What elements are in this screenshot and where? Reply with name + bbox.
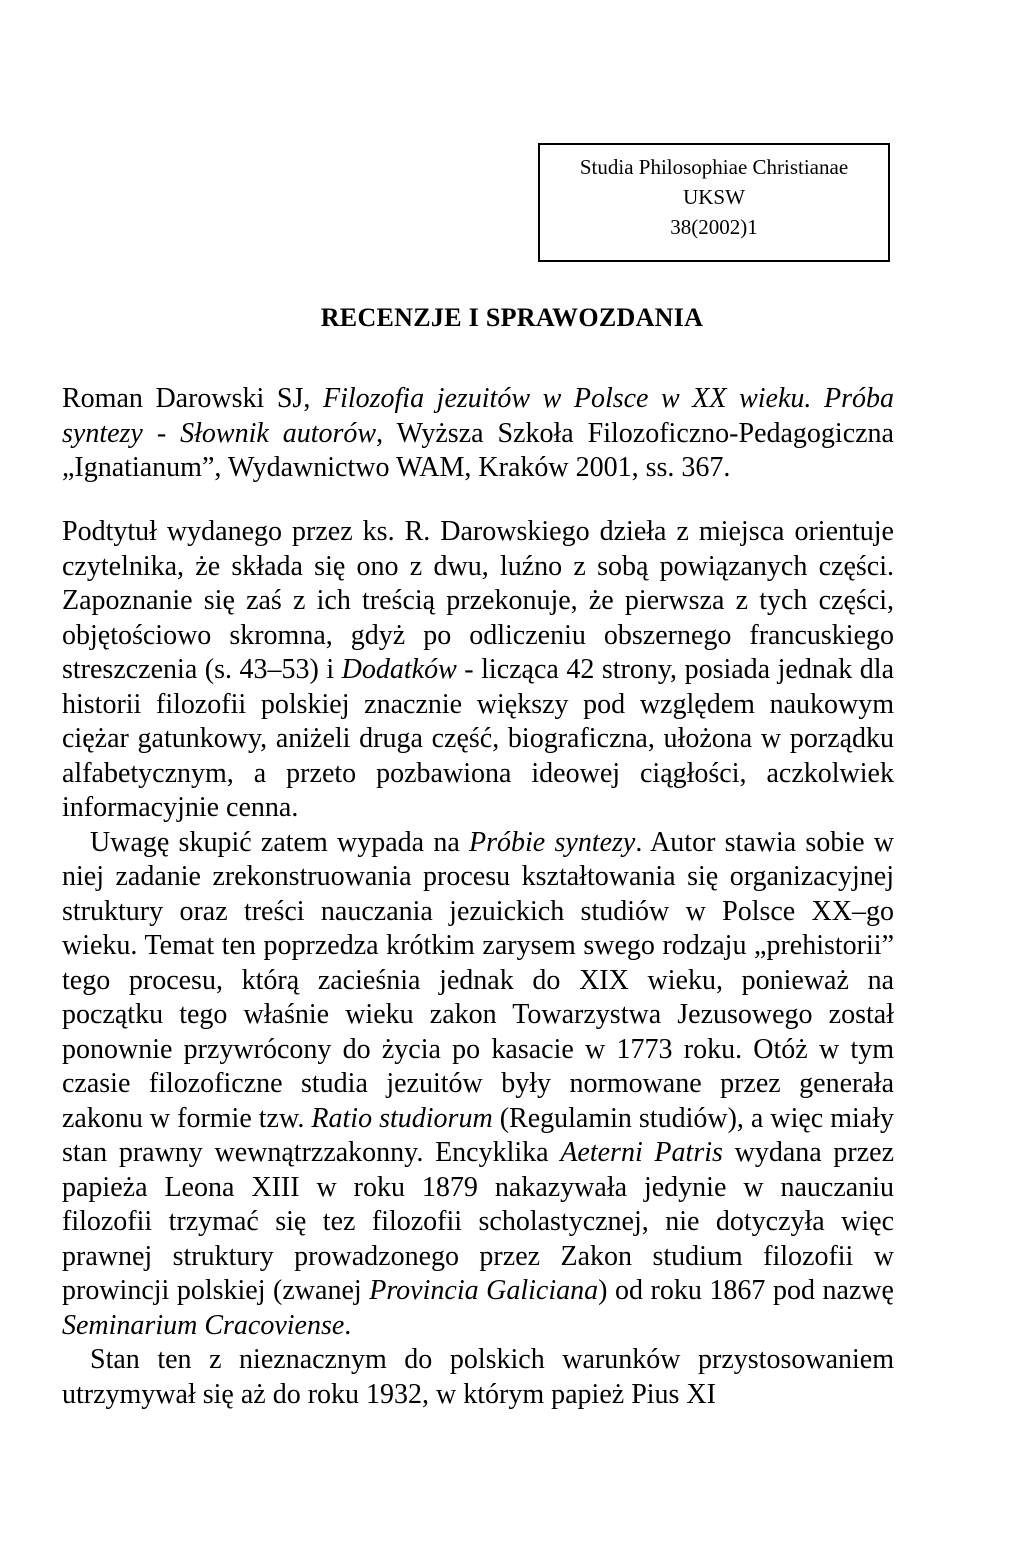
journal-publisher: UKSW bbox=[683, 185, 745, 209]
paragraph-1-text-a: Podtytuł wydanego przez ks. R. Darowskiego dzieła z miejsca orientuje czytelnika, że składa się ono z dwu, luźno z sobą powiązanych części. Zapoznanie się zaś z ich treścią przekonuje, że pierwsza z tych części, objętościowo skromna, gdyż po odliczeniu obszernego francuskiego streszczenia (s. 43–53) i bbox=[62, 516, 894, 685]
paragraph-2 bbox=[62, 826, 894, 1344]
citation-publication-details: , Wyższa Szkoła Filozoficzno-Pedagogiczna „Ignatianum”, Wydawnictwo WAM, Kraków 2001, ss. 367. bbox=[62, 417, 894, 483]
paragraph-1 bbox=[62, 515, 894, 826]
paragraph-1-italic: Dodatków bbox=[341, 654, 457, 685]
paragraph-3-text: Stan ten z nieznacznym do polskich warunków przystosowaniem utrzymywał się aż do roku 1932, w którym papież Pius XI bbox=[62, 1344, 894, 1410]
paragraph-3 bbox=[62, 1343, 894, 1412]
journal-info-box bbox=[538, 143, 890, 262]
citation-author: Roman Darowski SJ, bbox=[62, 383, 323, 414]
paragraph-1-text-b: - licząca 42 strony, posiada jednak dla historii filozofii polskiej znacznie większy pod względem naukowym ciężar gatunkowy, aniżeli druga część, biograficzna, ułożona w porządku alfabetycznym, a przeto pozbawiona ideowej ciągłości, aczkolwiek informacyjnie cenna. bbox=[62, 654, 894, 823]
paragraph-2-text-a: Uwagę skupić zatem wypada na bbox=[90, 826, 470, 858]
paragraph-2-text-c: (Regulamin studiów), a więc miały stan prawny wewnątrzzakonny. Encyklika bbox=[62, 1102, 895, 1168]
paragraph-2-text-d: wydana przez papieża Leona XIII w roku 1879 nakazywała jedynie w nauczaniu filozofii trzymać się tez filozofii scholastycznej, nie dotyczyła więc prawnej struktury prowadzonego przez Zakon studium filozofii w prowincji polskiej (zwanej bbox=[62, 1137, 895, 1306]
citation-book-title: Filozofia jezuitów w Polsce w XX wieku. Próba syntezy - Słownik autorów bbox=[62, 383, 894, 449]
review-body bbox=[62, 515, 894, 1412]
paragraph-2-italic-2: Ratio studiorum bbox=[311, 1102, 493, 1134]
journal-title: Studia Philosophiae Christianae bbox=[579, 155, 849, 179]
paragraph-2-italic-5: Seminarium Cracoviense bbox=[62, 1309, 345, 1341]
paragraph-2-italic-3: Aeterni Patris bbox=[560, 1137, 723, 1168]
paragraph-2-text-e: ) od roku 1867 pod nazwę bbox=[598, 1275, 894, 1306]
journal-issue: 38(2002)1 bbox=[670, 215, 758, 239]
paragraph-2-italic-1: Próbie syntezy bbox=[469, 826, 636, 858]
paragraph-2-italic-4: Provincia Galiciana bbox=[369, 1275, 599, 1306]
book-citation bbox=[62, 382, 894, 486]
section-title: RECENZJE I SPRAWOZDANIA bbox=[320, 303, 704, 332]
paragraph-2-text-b: . Autor stawia sobie w niej zadanie zrekonstruowania procesu kształtowania się organizacyjnej struktury oraz treści nauczania jezuickich studiów w Polsce XX–go wieku. Temat ten poprzedza krótkim zarysem swego rodzaju „prehistorii” tego procesu, którą zacieśnia jednak do XIX wieku, ponieważ na początku tego właśnie wieku zakon Towarzystwa Jezusowego został ponownie przywrócony do życia po kasacie w 1773 roku. Otóż w tym czasie filozoficzne studia jezuitów były normowane przez generała zakonu w formie tzw. bbox=[62, 826, 895, 1134]
paragraph-2-text-f: . bbox=[344, 1309, 352, 1341]
